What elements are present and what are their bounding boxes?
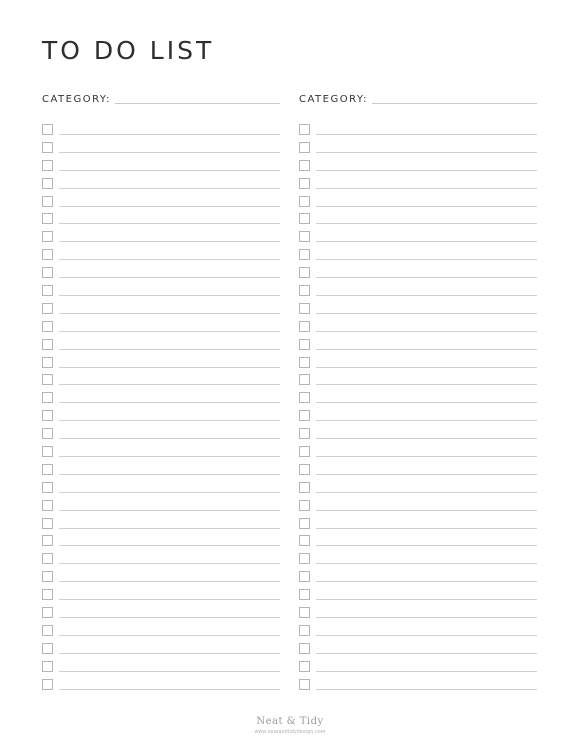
task-checkbox[interactable]: [299, 196, 310, 207]
task-checkbox[interactable]: [299, 428, 310, 439]
task-row: [299, 124, 537, 142]
task-write-line[interactable]: [59, 599, 280, 600]
task-row: [42, 339, 280, 357]
task-checkbox[interactable]: [299, 267, 310, 278]
page-title: TO DO LIST: [42, 36, 215, 65]
task-checkbox[interactable]: [42, 285, 53, 296]
task-write-line[interactable]: [316, 420, 537, 421]
task-checkbox[interactable]: [299, 661, 310, 672]
task-checkbox[interactable]: [299, 482, 310, 493]
task-checkbox[interactable]: [42, 500, 53, 511]
task-checkbox[interactable]: [299, 392, 310, 403]
task-row: [299, 428, 537, 446]
task-checkbox[interactable]: [299, 571, 310, 582]
task-write-line[interactable]: [316, 474, 537, 475]
task-write-line[interactable]: [316, 259, 537, 260]
task-write-line[interactable]: [59, 295, 280, 296]
task-row: [42, 428, 280, 446]
task-write-line[interactable]: [59, 563, 280, 564]
task-row: [42, 410, 280, 428]
task-write-line[interactable]: [59, 241, 280, 242]
task-checkbox[interactable]: [299, 553, 310, 564]
task-checkbox[interactable]: [299, 124, 310, 135]
task-write-line[interactable]: [316, 617, 537, 618]
task-checkbox[interactable]: [299, 518, 310, 529]
task-row: [42, 178, 280, 196]
task-checkbox[interactable]: [42, 482, 53, 493]
task-row: [42, 482, 280, 500]
task-checkbox[interactable]: [299, 589, 310, 600]
task-write-line[interactable]: [59, 510, 280, 511]
task-row: [299, 553, 537, 571]
task-row: [42, 500, 280, 518]
task-checkbox[interactable]: [42, 213, 53, 224]
task-write-line[interactable]: [316, 295, 537, 296]
task-checkbox[interactable]: [42, 231, 53, 242]
task-checkbox[interactable]: [42, 464, 53, 475]
task-write-line[interactable]: [316, 313, 537, 314]
task-row: [299, 625, 537, 643]
category-write-line[interactable]: [115, 103, 280, 104]
task-write-line[interactable]: [316, 277, 537, 278]
task-list: [299, 124, 537, 697]
task-row: [299, 410, 537, 428]
task-checkbox[interactable]: [42, 625, 53, 636]
task-checkbox[interactable]: [299, 607, 310, 618]
task-checkbox[interactable]: [42, 303, 53, 314]
task-row: [42, 392, 280, 410]
task-write-line[interactable]: [59, 402, 280, 403]
task-write-line[interactable]: [316, 438, 537, 439]
task-row: [299, 392, 537, 410]
task-checkbox[interactable]: [42, 142, 53, 153]
task-write-line[interactable]: [316, 563, 537, 564]
task-write-line[interactable]: [316, 545, 537, 546]
task-row: [299, 160, 537, 178]
task-row: [299, 643, 537, 661]
task-checkbox[interactable]: [42, 196, 53, 207]
task-checkbox[interactable]: [299, 410, 310, 421]
task-write-line[interactable]: [59, 653, 280, 654]
task-write-line[interactable]: [59, 635, 280, 636]
task-write-line[interactable]: [316, 331, 537, 332]
category-header: [299, 90, 537, 106]
task-checkbox[interactable]: [299, 339, 310, 350]
task-row: [42, 357, 280, 375]
task-write-line[interactable]: [59, 331, 280, 332]
task-checkbox[interactable]: [42, 357, 53, 368]
task-row: [42, 267, 280, 285]
task-write-line[interactable]: [316, 223, 537, 224]
task-write-line[interactable]: [316, 492, 537, 493]
task-row: [42, 625, 280, 643]
task-checkbox[interactable]: [42, 392, 53, 403]
task-write-line[interactable]: [316, 510, 537, 511]
task-row: [299, 589, 537, 607]
task-write-line[interactable]: [316, 152, 537, 153]
task-checkbox[interactable]: [299, 303, 310, 314]
task-row: [299, 571, 537, 589]
task-checkbox[interactable]: [42, 607, 53, 618]
task-checkbox[interactable]: [42, 428, 53, 439]
task-row: [299, 196, 537, 214]
task-row: [299, 303, 537, 321]
task-write-line[interactable]: [59, 581, 280, 582]
task-write-line[interactable]: [316, 689, 537, 690]
task-row: [299, 679, 537, 697]
task-write-line[interactable]: [316, 456, 537, 457]
task-write-line[interactable]: [316, 671, 537, 672]
task-row: [42, 124, 280, 142]
task-checkbox[interactable]: [299, 249, 310, 260]
task-checkbox[interactable]: [299, 213, 310, 224]
task-row: [299, 357, 537, 375]
task-checkbox[interactable]: [42, 178, 53, 189]
task-row: [299, 661, 537, 679]
task-checkbox[interactable]: [42, 571, 53, 582]
task-row: [299, 518, 537, 536]
task-row: [42, 142, 280, 160]
brand-url: www.neatandtidydesign.com: [254, 729, 326, 735]
task-row: [42, 464, 280, 482]
task-write-line[interactable]: [316, 134, 537, 135]
task-checkbox[interactable]: [42, 339, 53, 350]
task-checkbox[interactable]: [42, 267, 53, 278]
task-write-line[interactable]: [59, 223, 280, 224]
task-row: [42, 196, 280, 214]
task-row: [42, 374, 280, 392]
task-checkbox[interactable]: [42, 249, 53, 260]
task-write-line[interactable]: [316, 206, 537, 207]
task-row: [42, 643, 280, 661]
task-write-line[interactable]: [59, 545, 280, 546]
task-checkbox[interactable]: [299, 357, 310, 368]
task-row: [42, 160, 280, 178]
task-row: [42, 553, 280, 571]
category-label: CATEGORY:: [42, 94, 112, 105]
task-write-line[interactable]: [59, 528, 280, 529]
task-write-line[interactable]: [316, 599, 537, 600]
task-checkbox[interactable]: [42, 643, 53, 654]
task-write-line[interactable]: [59, 367, 280, 368]
task-checkbox[interactable]: [299, 178, 310, 189]
task-checkbox[interactable]: [299, 625, 310, 636]
task-checkbox[interactable]: [299, 321, 310, 332]
task-write-line[interactable]: [59, 134, 280, 135]
task-write-line[interactable]: [59, 206, 280, 207]
task-row: [42, 321, 280, 339]
task-write-line[interactable]: [316, 170, 537, 171]
task-row: [299, 607, 537, 625]
task-checkbox[interactable]: [42, 553, 53, 564]
task-row: [299, 142, 537, 160]
task-checkbox[interactable]: [42, 518, 53, 529]
task-row: [42, 571, 280, 589]
task-row: [299, 213, 537, 231]
task-checkbox[interactable]: [42, 124, 53, 135]
task-write-line[interactable]: [59, 492, 280, 493]
task-row: [42, 446, 280, 464]
task-write-line[interactable]: [316, 581, 537, 582]
task-checkbox[interactable]: [42, 321, 53, 332]
task-write-line[interactable]: [316, 349, 537, 350]
task-row: [42, 231, 280, 249]
task-row: [42, 589, 280, 607]
task-checkbox[interactable]: [299, 285, 310, 296]
task-checkbox[interactable]: [42, 446, 53, 457]
task-checkbox[interactable]: [42, 535, 53, 546]
task-checkbox[interactable]: [42, 679, 53, 690]
task-row: [299, 178, 537, 196]
task-write-line[interactable]: [59, 349, 280, 350]
task-column-left: [42, 90, 280, 106]
task-write-line[interactable]: [59, 689, 280, 690]
task-row: [299, 249, 537, 267]
task-write-line[interactable]: [59, 152, 280, 153]
task-checkbox[interactable]: [299, 374, 310, 385]
task-row: [299, 464, 537, 482]
category-write-line[interactable]: [372, 103, 537, 104]
brand-logo: Neat & Tidy: [256, 716, 324, 727]
task-checkbox[interactable]: [299, 142, 310, 153]
task-row: [299, 374, 537, 392]
task-checkbox[interactable]: [299, 535, 310, 546]
task-row: [42, 679, 280, 697]
task-checkbox[interactable]: [42, 589, 53, 600]
task-write-line[interactable]: [316, 402, 537, 403]
task-write-line[interactable]: [59, 617, 280, 618]
task-checkbox[interactable]: [299, 160, 310, 171]
task-checkbox[interactable]: [42, 160, 53, 171]
task-write-line[interactable]: [59, 384, 280, 385]
task-write-line[interactable]: [59, 456, 280, 457]
task-checkbox[interactable]: [299, 500, 310, 511]
task-write-line[interactable]: [59, 188, 280, 189]
task-checkbox[interactable]: [299, 446, 310, 457]
task-row: [42, 535, 280, 553]
task-row: [42, 303, 280, 321]
task-write-line[interactable]: [316, 653, 537, 654]
task-row: [299, 446, 537, 464]
task-write-line[interactable]: [316, 188, 537, 189]
task-row: [42, 518, 280, 536]
task-write-line[interactable]: [59, 420, 280, 421]
task-write-line[interactable]: [316, 367, 537, 368]
task-row: [42, 607, 280, 625]
task-write-line[interactable]: [59, 277, 280, 278]
task-checkbox[interactable]: [42, 661, 53, 672]
task-row: [42, 249, 280, 267]
task-row: [299, 535, 537, 553]
task-column-right: [299, 90, 537, 106]
task-checkbox[interactable]: [299, 679, 310, 690]
task-row: [299, 231, 537, 249]
task-row: [299, 285, 537, 303]
task-checkbox[interactable]: [299, 231, 310, 242]
footer: [0, 716, 580, 736]
task-write-line[interactable]: [316, 635, 537, 636]
task-write-line[interactable]: [316, 241, 537, 242]
task-row: [42, 213, 280, 231]
task-row: [299, 482, 537, 500]
task-row: [42, 285, 280, 303]
task-checkbox[interactable]: [42, 410, 53, 421]
task-checkbox[interactable]: [299, 464, 310, 475]
task-write-line[interactable]: [316, 528, 537, 529]
task-row: [299, 339, 537, 357]
task-checkbox[interactable]: [299, 643, 310, 654]
task-list: [42, 124, 280, 697]
task-write-line[interactable]: [59, 438, 280, 439]
task-write-line[interactable]: [59, 474, 280, 475]
category-header: [42, 90, 280, 106]
task-row: [299, 267, 537, 285]
task-row: [299, 321, 537, 339]
task-write-line[interactable]: [59, 313, 280, 314]
task-checkbox[interactable]: [42, 374, 53, 385]
task-row: [42, 661, 280, 679]
task-write-line[interactable]: [316, 384, 537, 385]
task-write-line[interactable]: [59, 259, 280, 260]
task-write-line[interactable]: [59, 671, 280, 672]
category-label: CATEGORY:: [299, 94, 369, 105]
task-row: [299, 500, 537, 518]
task-write-line[interactable]: [59, 170, 280, 171]
